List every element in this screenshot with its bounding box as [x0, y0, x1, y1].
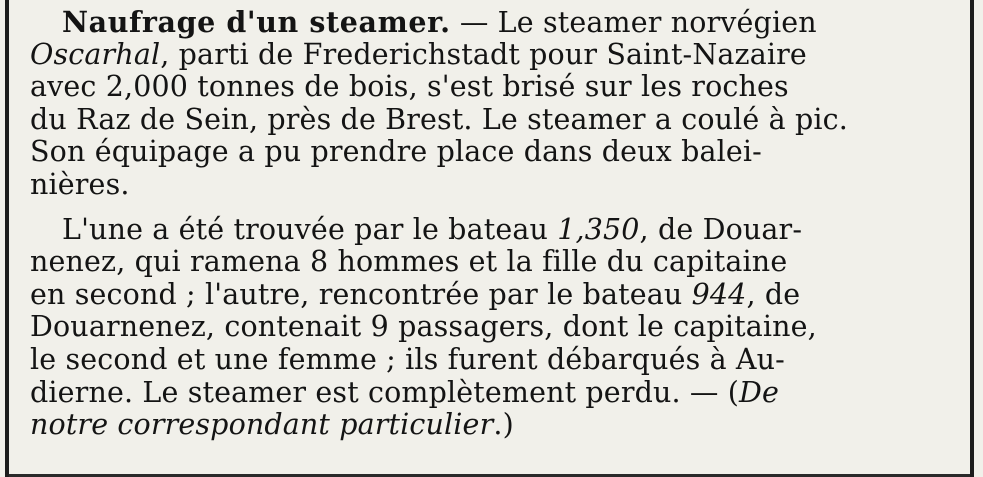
article-line-3: avec 2,000 tonnes de bois, s'est brisé sur les roches — [30, 70, 789, 104]
line-7-pre: L'une a été trouvée par le bateau — [62, 212, 558, 246]
article-text — [30, 6, 950, 442]
boat-number-1350: 1,350 — [557, 212, 640, 246]
article-line-1 — [30, 6, 950, 39]
article-line-5: Son équipage a pu prendre place dans deux balei- — [30, 135, 762, 169]
article-line-13 — [30, 409, 950, 442]
article-line-9 — [30, 279, 950, 312]
article-line-10: Douarnenez, contenait 9 passagers, dont le capitaine, — [30, 310, 817, 344]
line-12-pre: dierne. Le steamer est complètement perdu. — ( — [30, 375, 740, 409]
line-1-text: — Le steamer norvégien — [450, 6, 817, 39]
article-line-4: du Raz de Sein, près de Brest. Le steamer a coulé à pic. — [30, 102, 848, 136]
headline: Naufrage d'un steamer. — [62, 5, 451, 39]
article-line-8: nenez, qui ramena 8 hommes et la fille du capitaine — [30, 245, 788, 279]
line-9-post: , de — [746, 277, 801, 311]
line-2-text: , parti de Frederichstadt pour Saint-Nazaire — [160, 37, 807, 71]
line-7-post: , de Douar- — [639, 212, 803, 246]
attribution-start: De — [739, 375, 780, 409]
article-line-2 — [30, 39, 950, 72]
boat-number-944: 944 — [691, 277, 747, 311]
column-rule-left — [5, 0, 9, 477]
article-line-11: le second et une femme ; ils furent débarqués à Au- — [30, 342, 785, 376]
line-9-pre: en second ; l'autre, rencontrée par le bateau — [30, 277, 692, 311]
article-line-7 — [30, 214, 950, 247]
article-line-12 — [30, 377, 950, 410]
attribution-close: .) — [493, 408, 514, 442]
ship-name: Oscarhal — [30, 37, 161, 71]
article-line-6: nières. — [30, 167, 130, 201]
attribution: notre correspondant particulier — [30, 408, 494, 442]
column-rule-right — [970, 0, 974, 477]
